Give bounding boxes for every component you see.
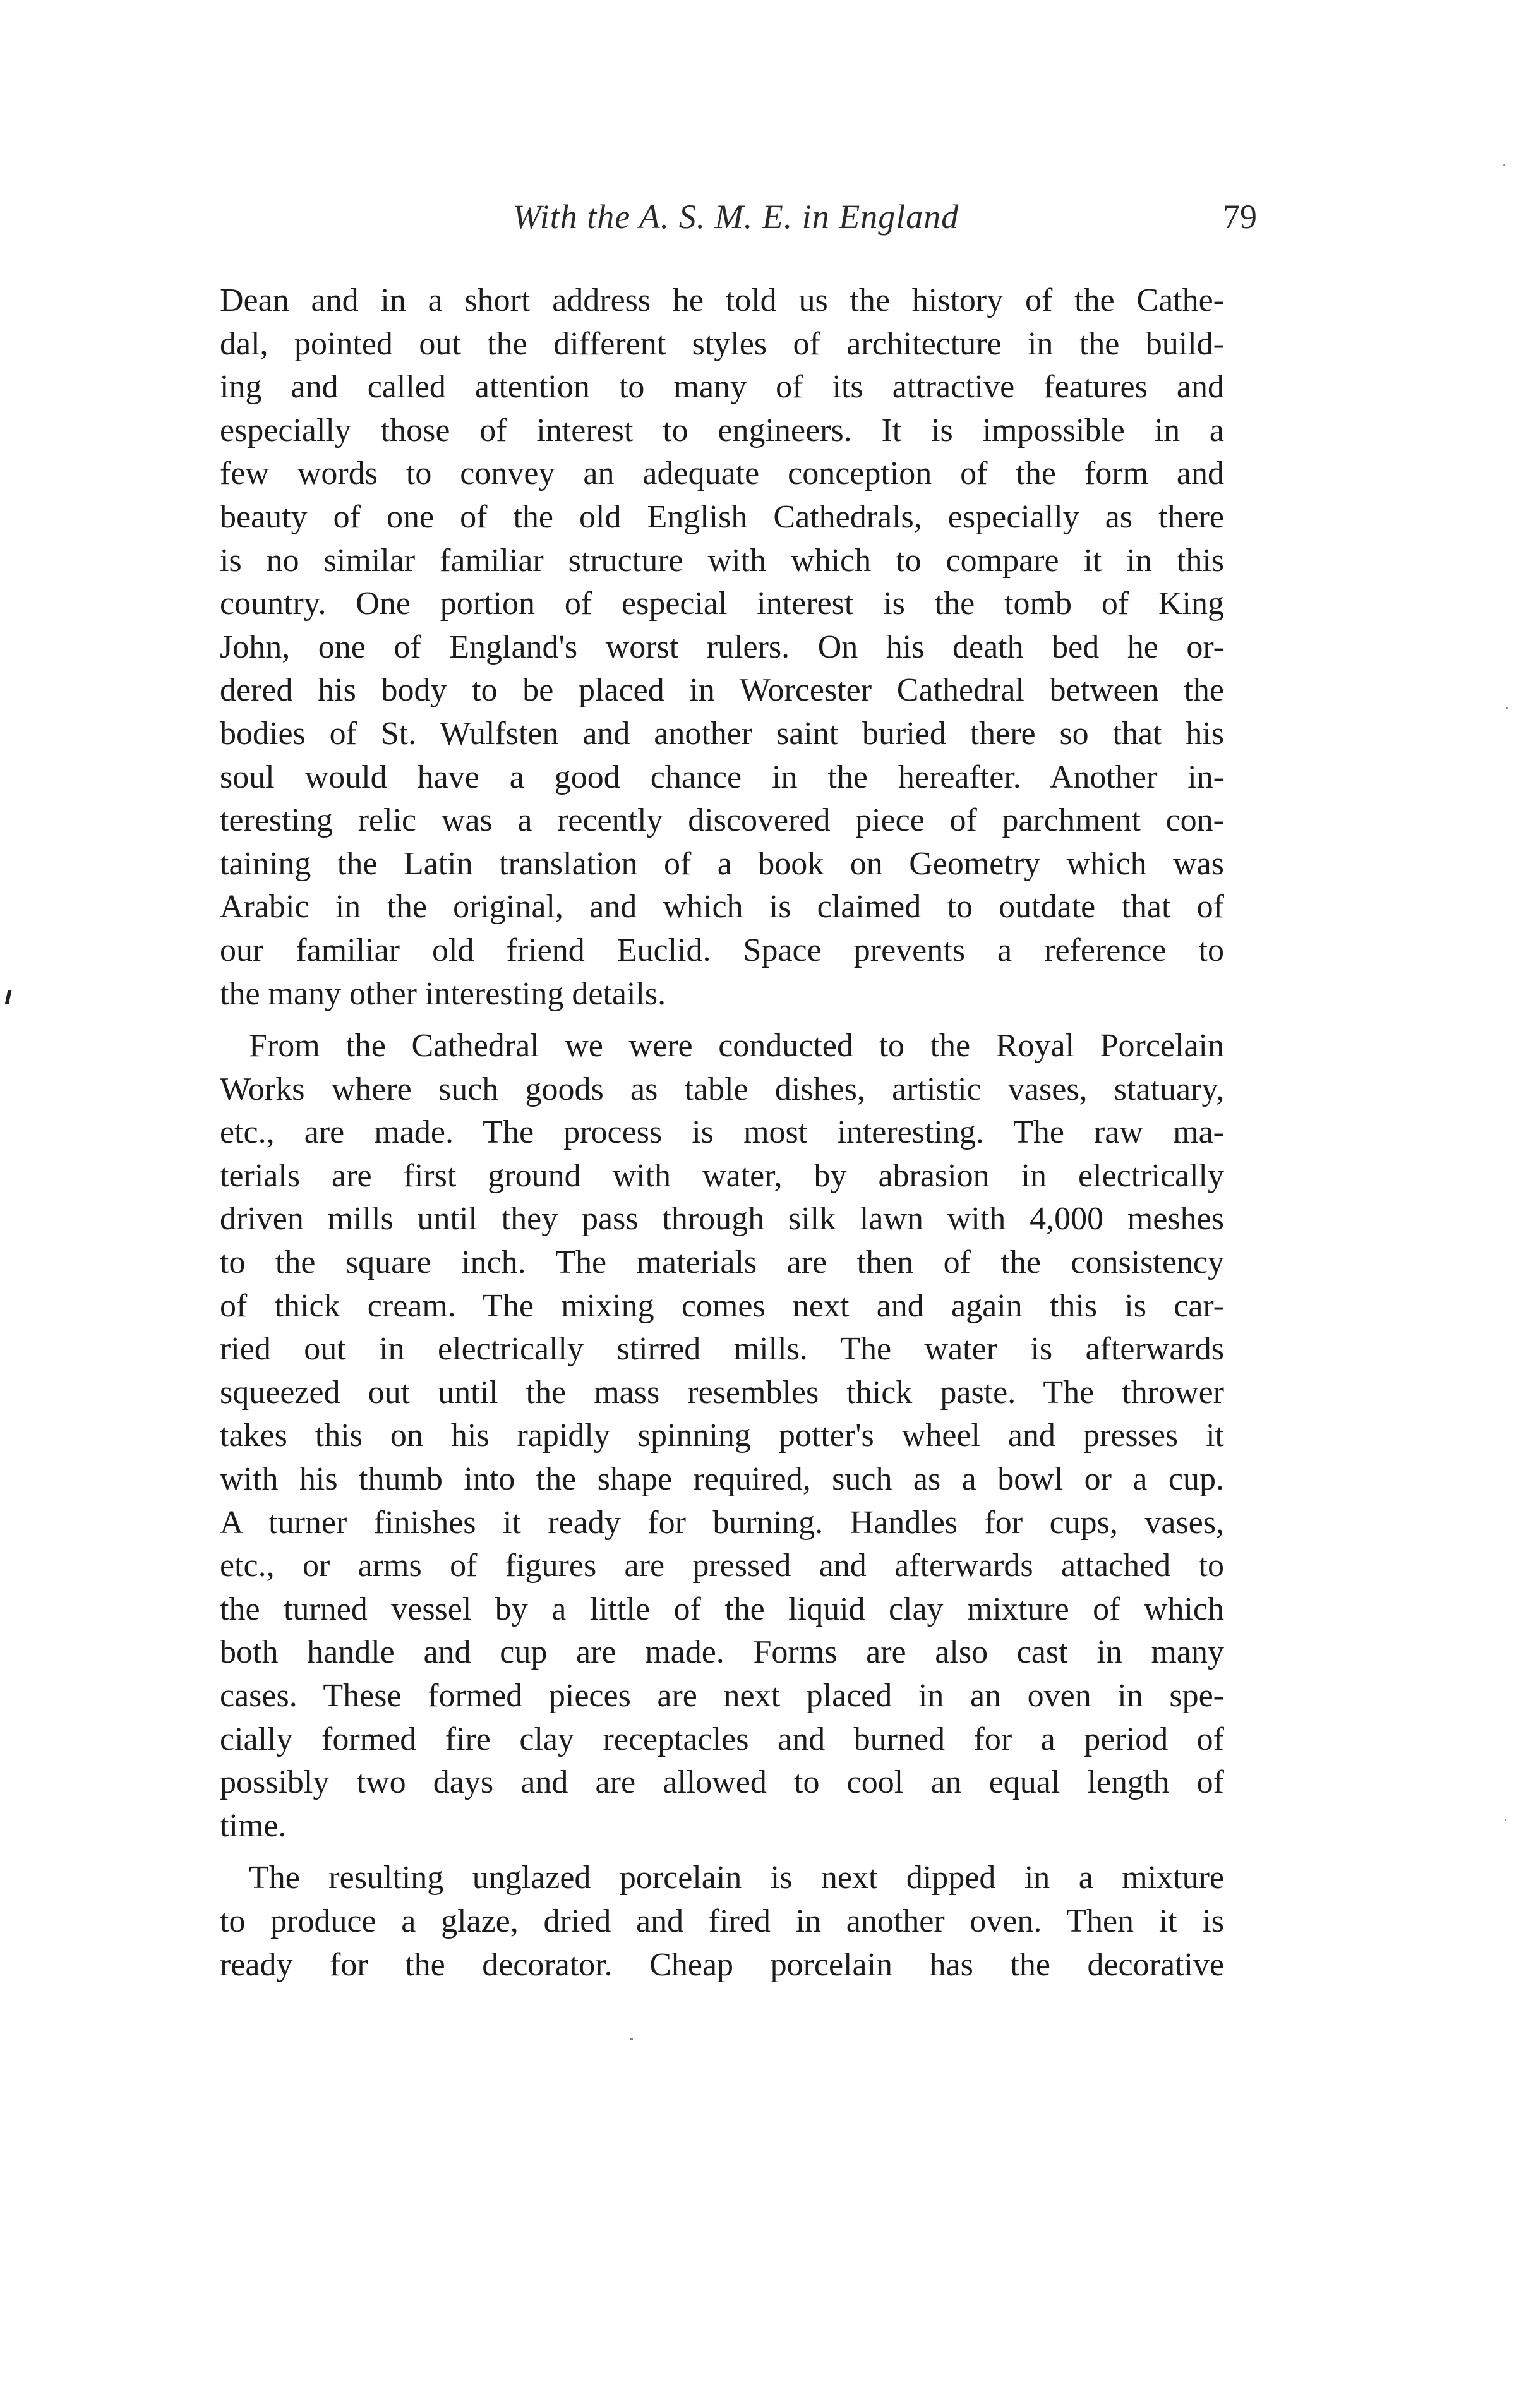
page-number: 79 <box>1223 198 1257 236</box>
text-line: The resulting unglazed porcelain is next dipped in a mixture <box>249 1860 1224 1896</box>
text-line: our familiar old friend Euclid. Space prevents a reference to <box>220 932 1224 968</box>
text-line: taining the Latin translation of a book on Geometry which was <box>220 845 1224 882</box>
text-line: driven mills until they pass through silk lawn with 4,000 meshes <box>220 1201 1224 1237</box>
text-line: Dean and in a short address he told us the history of the Cathe- <box>220 282 1224 318</box>
text-line: takes this on his rapidly spinning potter's wheel and presses it <box>220 1418 1224 1454</box>
text-line: squeezed out until the mass resembles thick paste. The thrower <box>220 1374 1224 1411</box>
text-line: beauty of one of the old English Cathedrals, especially as there <box>220 498 1224 535</box>
text-line: Works where such goods as table dishes, artistic vases, statuary, <box>220 1071 1224 1107</box>
scan-speck <box>630 2038 633 2040</box>
text-line: to produce a glaze, dried and fired in another oven. Then it is <box>220 1903 1224 1939</box>
text-line: etc., or arms of figures are pressed and afterwards attached to <box>220 1548 1224 1584</box>
text-line: cases. These formed pieces are next placed in an oven in spe- <box>220 1678 1224 1714</box>
text-line: ready for the decorator. Cheap porcelain has the decorative <box>220 1946 1224 1983</box>
text-line: cially formed fire clay receptacles and burned for a period of <box>220 1721 1224 1757</box>
text-line: John, one of England's worst rulers. On his death bed he or- <box>220 629 1224 665</box>
margin-mark <box>5 990 12 1004</box>
scan-speck <box>1503 164 1505 166</box>
text-line: the many other interesting details. <box>220 975 666 1012</box>
text-line: time. <box>220 1807 287 1844</box>
text-line: bodies of St. Wulfsten and another saint buried there so that his <box>220 715 1224 752</box>
body-text <box>220 279 1224 1996</box>
text-line: to the square inch. The materials are then of the consistency <box>220 1244 1224 1281</box>
text-line: is no similar familiar structure with which to compare it in this <box>220 542 1224 579</box>
text-line: possibly two days and are allowed to cool an equal length of <box>220 1764 1224 1801</box>
text-line: ing and called attention to many of its attractive features and <box>220 369 1224 406</box>
running-title: With the A. S. M. E. in England <box>512 198 959 236</box>
text-line: A turner finishes it ready for burning. Handles for cups, vases, <box>220 1504 1224 1541</box>
text-line: dered his body to be placed in Worcester Cathedral between the <box>220 672 1224 709</box>
text-line: both handle and cup are made. Forms are also cast in many <box>220 1634 1224 1671</box>
text-line: Arabic in the original, and which is claimed to outdate that of <box>220 889 1224 925</box>
text-line: soul would have a good chance in the hereafter. Another in- <box>220 759 1224 795</box>
text-line: etc., are made. The process is most interesting. The raw ma- <box>220 1114 1224 1151</box>
text-line: dal, pointed out the different styles of architecture in the build- <box>220 325 1224 362</box>
paragraph-3 <box>220 1857 1224 1987</box>
text-line: terials are first ground with water, by abrasion in electrically <box>220 1157 1224 1194</box>
text-line: especially those of interest to engineers. It is impossible in a <box>220 412 1224 448</box>
text-line: the turned vessel by a little of the liquid clay mixture of which <box>220 1591 1224 1627</box>
text-line: of thick cream. The mixing comes next and again this is car- <box>220 1287 1224 1324</box>
text-line: with his thumb into the shape required, such as a bowl or a cup. <box>220 1461 1224 1498</box>
text-line: teresting relic was a recently discovered piece of parchment con- <box>220 802 1224 839</box>
paragraph-2 <box>220 1025 1224 1848</box>
text-line: few words to convey an adequate conception of the form and <box>220 455 1224 492</box>
running-head <box>215 197 1257 241</box>
scan-speck <box>1505 1819 1506 1821</box>
text-line: country. One portion of especial interest is the tomb of King <box>220 586 1224 622</box>
paragraph-1 <box>220 279 1224 1016</box>
text-line: From the Cathedral we were conducted to the Royal Porcelain <box>249 1028 1224 1064</box>
scan-speck <box>1506 707 1508 709</box>
text-line: ried out in electrically stirred mills. The water is afterwards <box>220 1331 1224 1368</box>
